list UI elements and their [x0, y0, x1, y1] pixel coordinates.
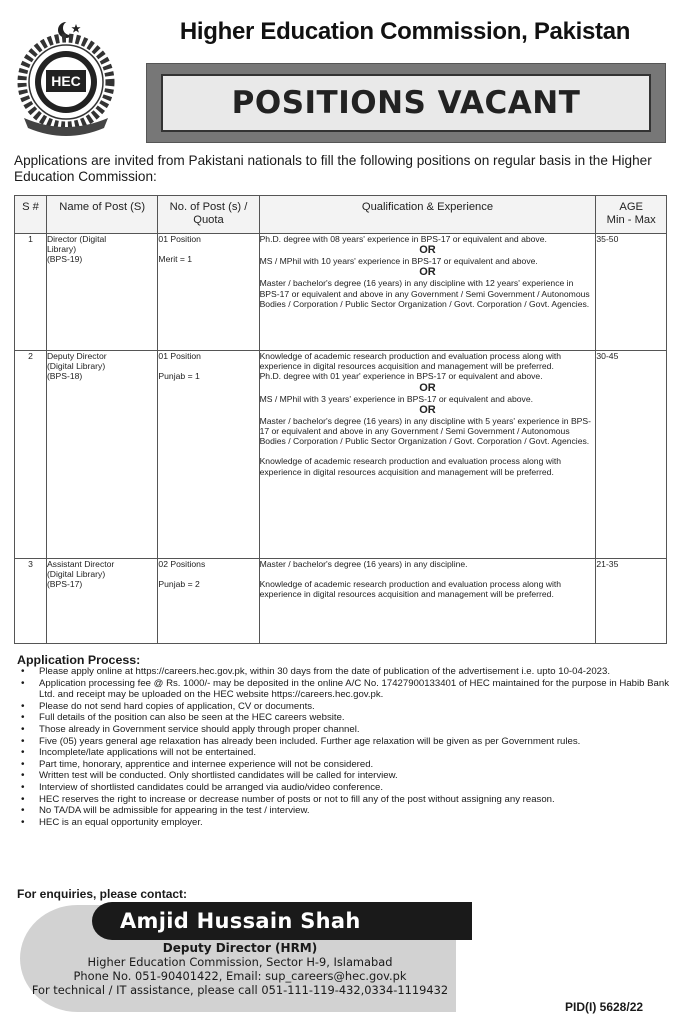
post-name [46, 559, 157, 644]
post-quota [158, 559, 259, 644]
post-name-line: Deputy Director [46, 351, 107, 361]
bullet-icon: • [21, 805, 25, 817]
quota-value: Merit = 1 [158, 254, 193, 265]
list-item: • Interview of shortlisted candidates could be arranged via audio/video conference. [21, 781, 383, 793]
contact-phone-email: Phone No. 051-90401422, Email: sup_careers@hec.gov.pk [73, 969, 407, 983]
bullet-icon: • [21, 770, 25, 782]
age-range: 21-35 [596, 559, 667, 644]
quota-value: Punjab = 1 [158, 371, 200, 382]
post-quota [158, 351, 259, 559]
application-process-heading: Application Process: [17, 653, 141, 667]
header-qualification: Qualification & Experience [259, 196, 596, 234]
header-age-range: Min - Max [606, 214, 656, 226]
post-name-line: Assistant Director [46, 559, 115, 569]
post-name-line: (BPS-19) [46, 254, 83, 265]
post-name-line: Director (Digital [46, 234, 107, 244]
list-item: • Please apply online at https://careers.hec.gov.pk, within 30 days from the date of publication of the advertisement i.e. upto 10-04-2023. [21, 666, 610, 677]
positions-vacant-banner [146, 63, 666, 143]
quota-value: Punjab = 2 [158, 579, 200, 590]
qualification-text: Knowledge of academic research production and evaluation process along with experience in digital resources acquisition and management will be preferred. [259, 579, 562, 600]
post-name-line: (Digital Library) [46, 569, 106, 580]
row-sno: 2 [15, 351, 47, 559]
header-age [596, 196, 667, 234]
contact-box [20, 905, 456, 1012]
list-item: • HEC is an equal opportunity employer. [21, 816, 203, 828]
qualification-text: MS / MPhil with 3 years' experience in BPS-17 or equivalent and above. [259, 393, 534, 404]
pid-number: PID(I) 5628/22 [565, 1000, 644, 1014]
qualification-text: Knowledge of academic research production and evaluation process along with experience in digital resources acquisition and management will be preferred. [259, 456, 562, 477]
list-item: • Full details of the position can also be seen at the HEC careers website. [21, 712, 345, 724]
logo-text: HEC [51, 73, 81, 89]
position-count: 01 Position [158, 234, 201, 244]
qualification-text: Master / bachelor's degree (16 years) in any discipline with 5 years' experience in BPS-17 or equivalent and above in any Government / Semi Government / Autonomous Bodies / Corporation / Public Sector Organization / Govt. Corporation / Govt. Agencies. [259, 415, 592, 447]
qualification-cell [259, 351, 596, 559]
contact-designation: Deputy Director (HRM) [162, 941, 318, 955]
application-process-list [17, 666, 669, 828]
header-age-label: AGE [619, 201, 644, 213]
intro-paragraph: Applications are invited from Pakistani nationals to fill the following positions on regular basis in the Higher Education Commission: [14, 153, 652, 184]
header-post-name: Name of Post (S) [46, 196, 157, 234]
enquiries-heading: For enquiries, please contact: [17, 887, 188, 901]
contact-address: Higher Education Commission, Sector H-9, Islamabad [87, 955, 393, 969]
contact-name: Amjid Hussain Shah [92, 902, 472, 940]
list-item: • Five (05) years general age relaxation has already been included. Further age relaxation will be given as per Government rules. [21, 735, 581, 747]
table-row [15, 351, 667, 559]
list-item: • Those already in Government service should apply through proper channel. [21, 723, 360, 735]
bullet-icon: • [21, 793, 25, 805]
age-range: 30-45 [596, 351, 667, 559]
post-quota [158, 234, 259, 351]
or-separator: OR [419, 266, 436, 279]
list-item: • Application processing fee @ Rs. 1000/- may be deposited in the online A/C No. 17427900133401 of HEC maintained for the purpose in Habib Bank Ltd. and receipt may be uploaded on the HEC website https://careers.hec.gov.pk. [21, 677, 669, 701]
table-row [15, 559, 667, 644]
list-item: • Please do not send hard copies of application, CV or documents. [21, 700, 315, 712]
bullet-icon: • [21, 677, 25, 689]
contact-it-assistance: For technical / IT assistance, please call 051-111-119-432,0334-1119432 [31, 983, 449, 997]
qualification-text: Master / bachelor's degree (16 years) in any discipline. [259, 559, 468, 569]
list-item: • Part time, honorary, apprentice and internee experience will not be considered. [21, 758, 374, 770]
position-count: 02 Positions [158, 559, 206, 569]
hec-logo-emblem [10, 18, 122, 136]
bullet-icon: • [21, 712, 25, 724]
qualification-cell [259, 559, 596, 644]
post-name-line: (Digital Library) [46, 361, 106, 372]
qualification-text: Ph.D. degree with 01 year' experience in BPS-17 or equivalent and above. [259, 371, 543, 382]
post-name-line: Library) [46, 244, 77, 255]
banner-text: POSITIONS VACANT [161, 74, 651, 132]
qualification-text: MS / MPhil with 10 years' experience in BPS-17 or equivalent and above. [259, 256, 538, 267]
bullet-icon: • [21, 735, 25, 747]
header-quota: No. of Post (s) / Quota [158, 196, 259, 234]
table-row [15, 234, 667, 351]
post-name [46, 351, 157, 559]
bullet-icon: • [21, 758, 25, 770]
table-header-row [15, 196, 667, 234]
post-name [46, 234, 157, 351]
bullet-icon: • [21, 666, 25, 677]
qualification-text: Knowledge of academic research production and evaluation process along with experience in digital resources acquisition and management will be preferred. [259, 351, 562, 372]
or-separator: OR [419, 244, 436, 257]
bullet-icon: • [21, 747, 25, 759]
bullet-icon: • [21, 781, 25, 793]
age-range: 35-50 [596, 234, 667, 351]
list-item: • HEC reserves the right to increase or decrease number of posts or not to fill any of the post without assigning any reason. [21, 793, 555, 805]
row-sno: 3 [15, 559, 47, 644]
bullet-icon: • [21, 816, 25, 828]
or-separator: OR [419, 381, 436, 394]
qualification-text: Master / bachelor's degree (16 years) in any discipline with 12 years' experience in BPS-17 or equivalent and above in any Government / Semi Government / Autonomous Bodies / Corporation / Public Sector Organization / Govt. Corporation / Govt. Agencies. [259, 278, 590, 309]
qualification-text: Ph.D. degree with 08 years' experience in BPS-17 or equivalent and above. [259, 234, 547, 244]
bullet-icon: • [21, 723, 25, 735]
bullet-icon: • [21, 700, 25, 712]
list-item: • Incomplete/late applications will not be entertained. [21, 747, 257, 759]
positions-table [14, 195, 667, 644]
list-item: • Written test will be conducted. Only shortlisted candidates will be called for interview. [21, 770, 398, 782]
position-count: 01 Position [158, 351, 201, 361]
post-name-line: (BPS-17) [46, 579, 83, 590]
or-separator: OR [419, 403, 436, 416]
contact-details [20, 941, 460, 997]
row-sno: 1 [15, 234, 47, 351]
qualification-cell [259, 234, 596, 351]
list-item: • No TA/DA will be admissible for appearing in the test / interview. [21, 805, 310, 817]
post-name-line: (BPS-18) [46, 371, 83, 382]
header-sno: S # [15, 196, 47, 234]
organization-title: Higher Education Commission, Pakistan [179, 18, 631, 45]
